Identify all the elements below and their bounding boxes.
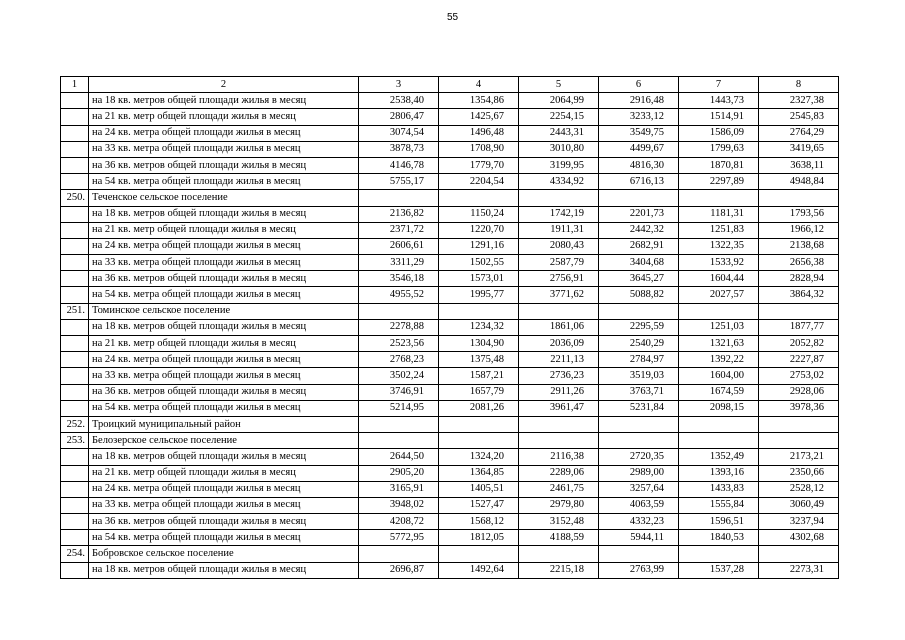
row-index-cell [61, 206, 89, 222]
value-cell: 1502,55 [439, 255, 519, 271]
value-cell: 2696,87 [359, 562, 439, 578]
value-cell: 2979,80 [519, 497, 599, 513]
value-cell: 5772,95 [359, 530, 439, 546]
value-cell: 4955,52 [359, 287, 439, 303]
header-cell: 7 [679, 77, 759, 93]
value-cell: 2528,12 [759, 481, 839, 497]
value-cell [679, 433, 759, 449]
value-cell: 2173,21 [759, 449, 839, 465]
value-cell: 3546,18 [359, 271, 439, 287]
value-cell: 2254,15 [519, 109, 599, 125]
value-cell: 5231,84 [599, 400, 679, 416]
value-cell [679, 303, 759, 319]
row-index-cell [61, 352, 89, 368]
value-cell: 1573,01 [439, 271, 519, 287]
value-cell: 1966,12 [759, 222, 839, 238]
value-cell: 3199,95 [519, 157, 599, 173]
row-index-cell: 250. [61, 190, 89, 206]
header-cell: 1 [61, 77, 89, 93]
value-cell [679, 546, 759, 562]
value-cell [519, 546, 599, 562]
value-cell: 1674,59 [679, 384, 759, 400]
row-label-cell: Теченское сельское поселение [89, 190, 359, 206]
row-label-cell: на 21 кв. метр общей площади жилья в месяц [89, 336, 359, 352]
value-cell: 1911,31 [519, 222, 599, 238]
row-label-cell: на 54 кв. метра общей площади жилья в месяц [89, 174, 359, 190]
table-row [61, 384, 839, 400]
table-row [61, 514, 839, 530]
value-cell: 4208,72 [359, 514, 439, 530]
table-row [61, 400, 839, 416]
value-cell: 3519,03 [599, 368, 679, 384]
value-cell: 1251,83 [679, 222, 759, 238]
row-label-cell: Томинское сельское поселение [89, 303, 359, 319]
value-cell: 2587,79 [519, 255, 599, 271]
row-index-cell [61, 481, 89, 497]
value-cell [359, 433, 439, 449]
value-cell: 1496,48 [439, 125, 519, 141]
table-row [61, 336, 839, 352]
value-cell: 2989,00 [599, 465, 679, 481]
value-cell: 2753,02 [759, 368, 839, 384]
value-cell: 3165,91 [359, 481, 439, 497]
row-index-cell [61, 400, 89, 416]
row-label-cell: на 36 кв. метров общей площади жилья в месяц [89, 514, 359, 530]
value-cell [759, 546, 839, 562]
value-cell: 2911,26 [519, 384, 599, 400]
value-cell: 5755,17 [359, 174, 439, 190]
value-cell: 1433,83 [679, 481, 759, 497]
value-cell: 2278,88 [359, 319, 439, 335]
value-cell: 2211,13 [519, 352, 599, 368]
table-row [61, 465, 839, 481]
value-cell: 1555,84 [679, 497, 759, 513]
table-row [61, 303, 839, 319]
row-index-cell [61, 174, 89, 190]
table-row [61, 481, 839, 497]
value-cell: 2763,99 [599, 562, 679, 578]
value-cell: 3638,11 [759, 157, 839, 173]
table-row [61, 287, 839, 303]
value-cell: 2227,87 [759, 352, 839, 368]
value-cell: 2204,54 [439, 174, 519, 190]
value-cell: 4188,59 [519, 530, 599, 546]
table-row [61, 530, 839, 546]
value-cell [439, 190, 519, 206]
value-cell [679, 190, 759, 206]
value-cell: 1321,63 [679, 336, 759, 352]
value-cell: 2768,23 [359, 352, 439, 368]
value-cell: 2201,73 [599, 206, 679, 222]
value-cell: 2764,29 [759, 125, 839, 141]
value-cell [759, 303, 839, 319]
table-row [61, 157, 839, 173]
header-cell: 4 [439, 77, 519, 93]
row-label-cell: на 33 кв. метра общей площади жилья в месяц [89, 141, 359, 157]
row-label-cell: на 24 кв. метра общей площади жилья в месяц [89, 238, 359, 254]
value-cell: 3419,65 [759, 141, 839, 157]
row-label-cell: на 24 кв. метра общей площади жилья в месяц [89, 481, 359, 497]
value-cell: 3311,29 [359, 255, 439, 271]
value-cell [599, 190, 679, 206]
row-label-cell: Белозерское сельское поселение [89, 433, 359, 449]
row-index-cell [61, 222, 89, 238]
value-cell: 2540,29 [599, 336, 679, 352]
value-cell [439, 546, 519, 562]
value-cell [519, 416, 599, 432]
table-row [61, 222, 839, 238]
value-cell: 1443,73 [679, 93, 759, 109]
value-cell: 1220,70 [439, 222, 519, 238]
value-cell: 2461,75 [519, 481, 599, 497]
row-label-cell: на 18 кв. метров общей площади жилья в месяц [89, 206, 359, 222]
row-index-cell: 253. [61, 433, 89, 449]
value-cell: 2806,47 [359, 109, 439, 125]
value-cell: 1492,64 [439, 562, 519, 578]
value-cell: 5088,82 [599, 287, 679, 303]
value-cell: 3233,12 [599, 109, 679, 125]
row-index-cell: 251. [61, 303, 89, 319]
value-cell: 1793,56 [759, 206, 839, 222]
row-index-cell [61, 336, 89, 352]
row-label-cell: на 54 кв. метра общей площади жилья в месяц [89, 530, 359, 546]
row-label-cell: на 33 кв. метра общей площади жилья в месяц [89, 497, 359, 513]
row-label-cell: на 54 кв. метра общей площади жилья в месяц [89, 400, 359, 416]
value-cell: 1364,85 [439, 465, 519, 481]
value-cell: 3746,91 [359, 384, 439, 400]
value-cell: 4332,23 [599, 514, 679, 530]
value-cell: 3074,54 [359, 125, 439, 141]
table-row [61, 109, 839, 125]
value-cell: 1291,16 [439, 238, 519, 254]
row-index-cell [61, 449, 89, 465]
value-cell: 2905,20 [359, 465, 439, 481]
value-cell: 2784,97 [599, 352, 679, 368]
table-row [61, 190, 839, 206]
value-cell: 2756,91 [519, 271, 599, 287]
value-cell: 2828,94 [759, 271, 839, 287]
value-cell: 3010,80 [519, 141, 599, 157]
row-label-cell: на 36 кв. метров общей площади жилья в месяц [89, 157, 359, 173]
value-cell: 2295,59 [599, 319, 679, 335]
value-cell: 2327,38 [759, 93, 839, 109]
row-index-cell [61, 514, 89, 530]
value-cell [759, 416, 839, 432]
value-cell: 1742,19 [519, 206, 599, 222]
value-cell [359, 546, 439, 562]
value-cell: 4063,59 [599, 497, 679, 513]
value-cell: 3864,32 [759, 287, 839, 303]
value-cell: 5944,11 [599, 530, 679, 546]
table-row [61, 141, 839, 157]
value-cell [599, 546, 679, 562]
value-cell: 1150,24 [439, 206, 519, 222]
row-index-cell [61, 497, 89, 513]
value-cell: 1324,20 [439, 449, 519, 465]
value-cell [599, 303, 679, 319]
value-cell: 3237,94 [759, 514, 839, 530]
header-cell: 8 [759, 77, 839, 93]
header-cell: 5 [519, 77, 599, 93]
value-cell: 1322,35 [679, 238, 759, 254]
row-label-cell: на 18 кв. метров общей площади жилья в месяц [89, 319, 359, 335]
row-label-cell: на 18 кв. метров общей площади жилья в месяц [89, 93, 359, 109]
value-cell: 3257,64 [599, 481, 679, 497]
row-label-cell: на 33 кв. метра общей площади жилья в месяц [89, 368, 359, 384]
value-cell: 1392,22 [679, 352, 759, 368]
value-cell [439, 416, 519, 432]
row-label-cell: на 24 кв. метра общей площади жилья в месяц [89, 352, 359, 368]
value-cell: 3549,75 [599, 125, 679, 141]
row-label-cell: Троицкий муниципальный район [89, 416, 359, 432]
value-cell: 2350,66 [759, 465, 839, 481]
row-index-cell [61, 319, 89, 335]
value-cell: 2644,50 [359, 449, 439, 465]
value-cell: 3948,02 [359, 497, 439, 513]
row-index-cell [61, 271, 89, 287]
value-cell: 1181,31 [679, 206, 759, 222]
value-cell [439, 303, 519, 319]
value-cell: 1537,28 [679, 562, 759, 578]
table-row [61, 497, 839, 513]
table-row [61, 174, 839, 190]
value-cell: 1251,03 [679, 319, 759, 335]
value-cell: 2136,82 [359, 206, 439, 222]
value-cell: 2443,31 [519, 125, 599, 141]
value-cell: 2371,72 [359, 222, 439, 238]
row-index-cell [61, 530, 89, 546]
value-cell: 1840,53 [679, 530, 759, 546]
row-index-cell [61, 287, 89, 303]
value-cell: 1304,90 [439, 336, 519, 352]
table-body [61, 77, 839, 579]
value-cell: 1375,48 [439, 352, 519, 368]
table-row [61, 238, 839, 254]
table-row [61, 271, 839, 287]
value-cell: 4302,68 [759, 530, 839, 546]
row-label-cell: Бобровское сельское поселение [89, 546, 359, 562]
value-cell: 1354,86 [439, 93, 519, 109]
value-cell: 1877,77 [759, 319, 839, 335]
tariff-table [60, 76, 839, 579]
value-cell: 1657,79 [439, 384, 519, 400]
value-cell: 3404,68 [599, 255, 679, 271]
row-index-cell [61, 238, 89, 254]
row-index-cell: 252. [61, 416, 89, 432]
value-cell: 3763,71 [599, 384, 679, 400]
value-cell: 2682,91 [599, 238, 679, 254]
value-cell: 1604,44 [679, 271, 759, 287]
row-index-cell: 254. [61, 546, 89, 562]
value-cell: 1405,51 [439, 481, 519, 497]
value-cell: 1234,32 [439, 319, 519, 335]
value-cell: 2442,32 [599, 222, 679, 238]
value-cell: 2720,35 [599, 449, 679, 465]
value-cell: 1779,70 [439, 157, 519, 173]
value-cell [599, 433, 679, 449]
value-cell: 3152,48 [519, 514, 599, 530]
value-cell: 3961,47 [519, 400, 599, 416]
row-index-cell [61, 93, 89, 109]
row-label-cell: на 36 кв. метров общей площади жилья в месяц [89, 271, 359, 287]
value-cell: 1393,16 [679, 465, 759, 481]
row-index-cell [61, 384, 89, 400]
value-cell: 1425,67 [439, 109, 519, 125]
header-cell: 3 [359, 77, 439, 93]
value-cell: 3060,49 [759, 497, 839, 513]
value-cell: 2523,56 [359, 336, 439, 352]
value-cell [519, 303, 599, 319]
value-cell [519, 190, 599, 206]
value-cell: 3645,27 [599, 271, 679, 287]
table-row [61, 562, 839, 578]
value-cell: 2928,06 [759, 384, 839, 400]
value-cell: 2215,18 [519, 562, 599, 578]
value-cell [759, 190, 839, 206]
value-cell [759, 433, 839, 449]
value-cell: 1870,81 [679, 157, 759, 173]
table-row [61, 368, 839, 384]
value-cell: 1861,06 [519, 319, 599, 335]
value-cell [599, 416, 679, 432]
value-cell: 2081,26 [439, 400, 519, 416]
value-cell: 2080,43 [519, 238, 599, 254]
value-cell: 2116,38 [519, 449, 599, 465]
row-label-cell: на 18 кв. метров общей площади жилья в месяц [89, 449, 359, 465]
value-cell: 1708,90 [439, 141, 519, 157]
row-index-cell [61, 562, 89, 578]
value-cell: 1533,92 [679, 255, 759, 271]
table-row [61, 319, 839, 335]
value-cell: 2916,48 [599, 93, 679, 109]
row-index-cell [61, 368, 89, 384]
value-cell [439, 433, 519, 449]
value-cell: 2036,09 [519, 336, 599, 352]
value-cell: 6716,13 [599, 174, 679, 190]
page-number: 55 [446, 12, 459, 23]
table-row [61, 416, 839, 432]
value-cell: 2138,68 [759, 238, 839, 254]
value-cell: 4146,78 [359, 157, 439, 173]
value-cell: 3502,24 [359, 368, 439, 384]
value-cell: 4816,30 [599, 157, 679, 173]
row-label-cell: на 36 кв. метров общей площади жилья в месяц [89, 384, 359, 400]
row-index-cell [61, 109, 89, 125]
header-row [61, 77, 839, 93]
value-cell: 1596,51 [679, 514, 759, 530]
table-row [61, 93, 839, 109]
header-cell: 6 [599, 77, 679, 93]
row-label-cell: на 24 кв. метра общей площади жилья в месяц [89, 125, 359, 141]
row-label-cell: на 33 кв. метра общей площади жилья в месяц [89, 255, 359, 271]
value-cell: 4948,84 [759, 174, 839, 190]
table-row [61, 449, 839, 465]
value-cell: 1568,12 [439, 514, 519, 530]
value-cell: 2656,38 [759, 255, 839, 271]
value-cell: 2297,89 [679, 174, 759, 190]
table-row [61, 255, 839, 271]
value-cell: 2289,06 [519, 465, 599, 481]
value-cell: 2052,82 [759, 336, 839, 352]
value-cell: 2273,31 [759, 562, 839, 578]
value-cell: 1352,49 [679, 449, 759, 465]
value-cell: 2027,57 [679, 287, 759, 303]
value-cell: 4334,92 [519, 174, 599, 190]
value-cell: 2606,61 [359, 238, 439, 254]
row-label-cell: на 21 кв. метр общей площади жилья в месяц [89, 465, 359, 481]
value-cell: 3771,62 [519, 287, 599, 303]
row-index-cell [61, 255, 89, 271]
value-cell: 1604,00 [679, 368, 759, 384]
value-cell [679, 416, 759, 432]
header-cell: 2 [89, 77, 359, 93]
row-label-cell: на 54 кв. метра общей площади жилья в месяц [89, 287, 359, 303]
value-cell: 4499,67 [599, 141, 679, 157]
row-index-cell [61, 465, 89, 481]
row-index-cell [61, 125, 89, 141]
value-cell: 2538,40 [359, 93, 439, 109]
table-row [61, 433, 839, 449]
value-cell: 1812,05 [439, 530, 519, 546]
row-label-cell: на 18 кв. метров общей площади жилья в месяц [89, 562, 359, 578]
table-row [61, 546, 839, 562]
value-cell: 5214,95 [359, 400, 439, 416]
value-cell: 2545,83 [759, 109, 839, 125]
value-cell: 1995,77 [439, 287, 519, 303]
value-cell: 2736,23 [519, 368, 599, 384]
value-cell [359, 190, 439, 206]
value-cell: 3978,36 [759, 400, 839, 416]
table-row [61, 206, 839, 222]
value-cell: 2064,99 [519, 93, 599, 109]
value-cell: 1514,91 [679, 109, 759, 125]
value-cell: 1587,21 [439, 368, 519, 384]
row-label-cell: на 21 кв. метр общей площади жилья в месяц [89, 109, 359, 125]
table-row [61, 125, 839, 141]
value-cell: 3878,73 [359, 141, 439, 157]
value-cell [359, 416, 439, 432]
value-cell: 1527,47 [439, 497, 519, 513]
value-cell: 2098,15 [679, 400, 759, 416]
value-cell [519, 433, 599, 449]
table-row [61, 352, 839, 368]
value-cell [359, 303, 439, 319]
row-label-cell: на 21 кв. метр общей площади жилья в месяц [89, 222, 359, 238]
value-cell: 1586,09 [679, 125, 759, 141]
row-index-cell [61, 141, 89, 157]
value-cell: 1799,63 [679, 141, 759, 157]
row-index-cell [61, 157, 89, 173]
